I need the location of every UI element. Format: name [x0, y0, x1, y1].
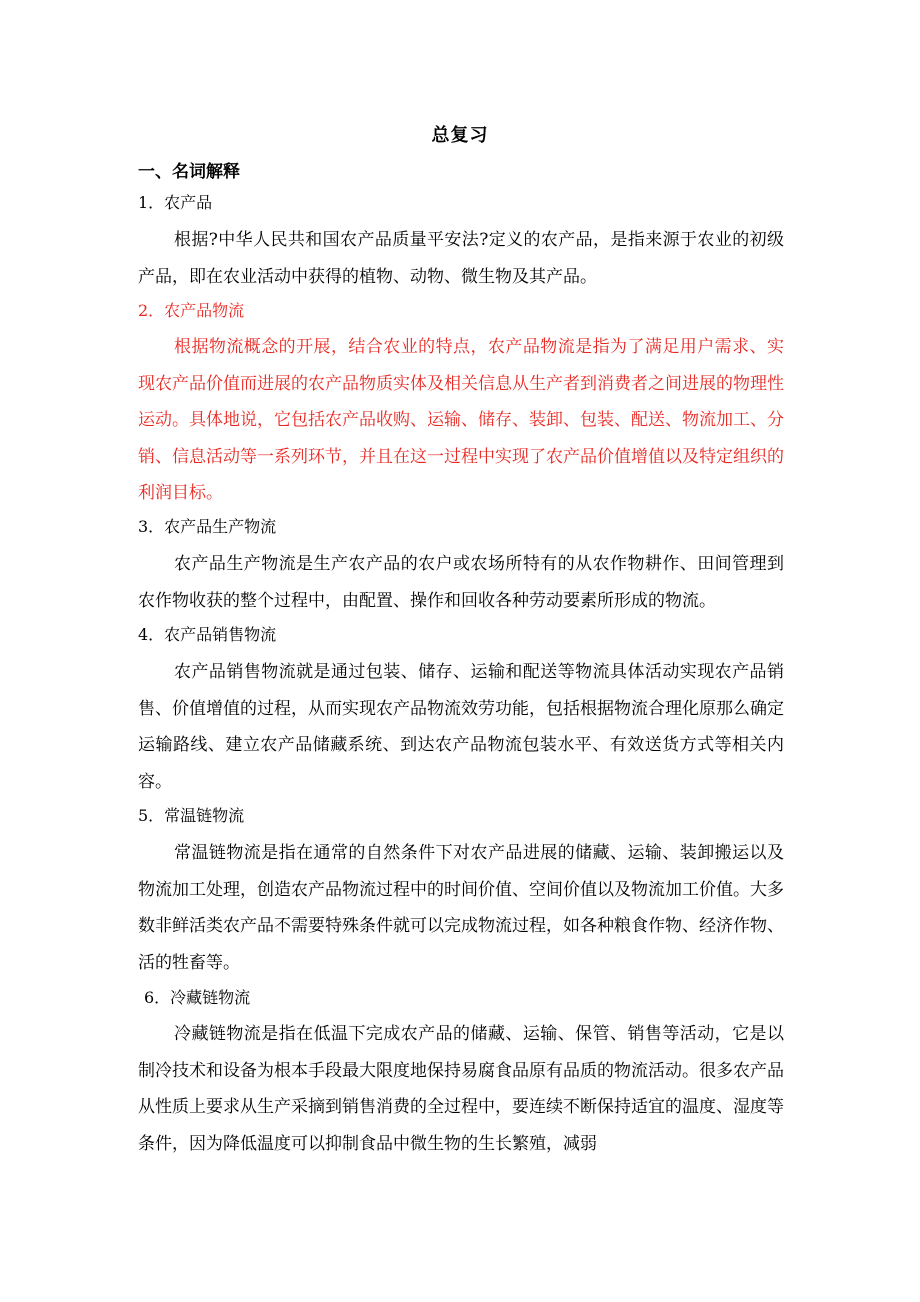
- term-heading-1: 1．农产品: [138, 193, 213, 212]
- document-title: 总复习: [431, 125, 489, 146]
- term-definition-1: 根据?中华人民共和国农产品质量平安法?定义的农产品，是指来源于农业的初级产品，即在农业活动中获得的植物、动物、微生物及其产品。: [138, 230, 784, 287]
- term-definition-5: 常温链物流是指在通常的自然条件下对农产品进展的储藏、运输、装卸搬运以及物流加工处理，创造农产品物流过程中的时间价值、空间价值以及物流加工价值。大多数非鲜活类农产品不需要特殊条件就可以完成物流过程，如各种粮食作物、经济作物、活的牲畜等。: [138, 843, 784, 973]
- term-heading-3: 3．农产品生产物流: [138, 517, 277, 536]
- section-heading: 一、名词解释: [138, 162, 240, 182]
- term-heading-4: 4．农产品销售物流: [138, 625, 277, 644]
- term-heading-2: 2．农产品物流: [138, 301, 245, 320]
- term-definition-4: 农产品销售物流就是通过包装、储存、运输和配送等物流具体活动实现农产品销售、价值增值的过程，从而实现农产品物流效劳功能，包括根据物流合理化原那么确定运输路线、建立农产品储藏系统、到达农产品物流包装水平、有效送货方式等相关内容。: [138, 662, 784, 792]
- term-definition-3: 农产品生产物流是生产农产品的农户或农场所特有的从农作物耕作、田间管理到农作物收获的整个过程中，由配置、操作和回收各种劳动要素所形成的物流。: [138, 554, 784, 611]
- term-definition-2: 根据物流概念的开展，结合农业的特点，农产品物流是指为了满足用户需求、实现农产品价值而进展的农产品物质实体及相关信息从生产者到消费者之间进展的物理性运动。具体地说，它包括农产品收购、运输、储存、装卸、包装、配送、物流加工、分销、信息活动等一系列环节，并且在这一过程中实现了农产品价值增值以及特定组织的利润目标。: [138, 337, 784, 503]
- term-heading-6: 6．冷藏链物流: [144, 988, 251, 1007]
- term-heading-5: 5．常温链物流: [138, 806, 245, 825]
- term-definition-6: 冷藏链物流是指在低温下完成农产品的储藏、运输、保管、销售等活动，它是以制冷技术和设备为根本手段最大限度地保持易腐食品原有品质的物流活动。很多农产品从性质上要求从生产采摘到销售消费的全过程中，要连续不断保持适宜的温度、湿度等条件，因为降低温度可以抑制食品中微生物的生长繁殖，减弱: [138, 1024, 784, 1154]
